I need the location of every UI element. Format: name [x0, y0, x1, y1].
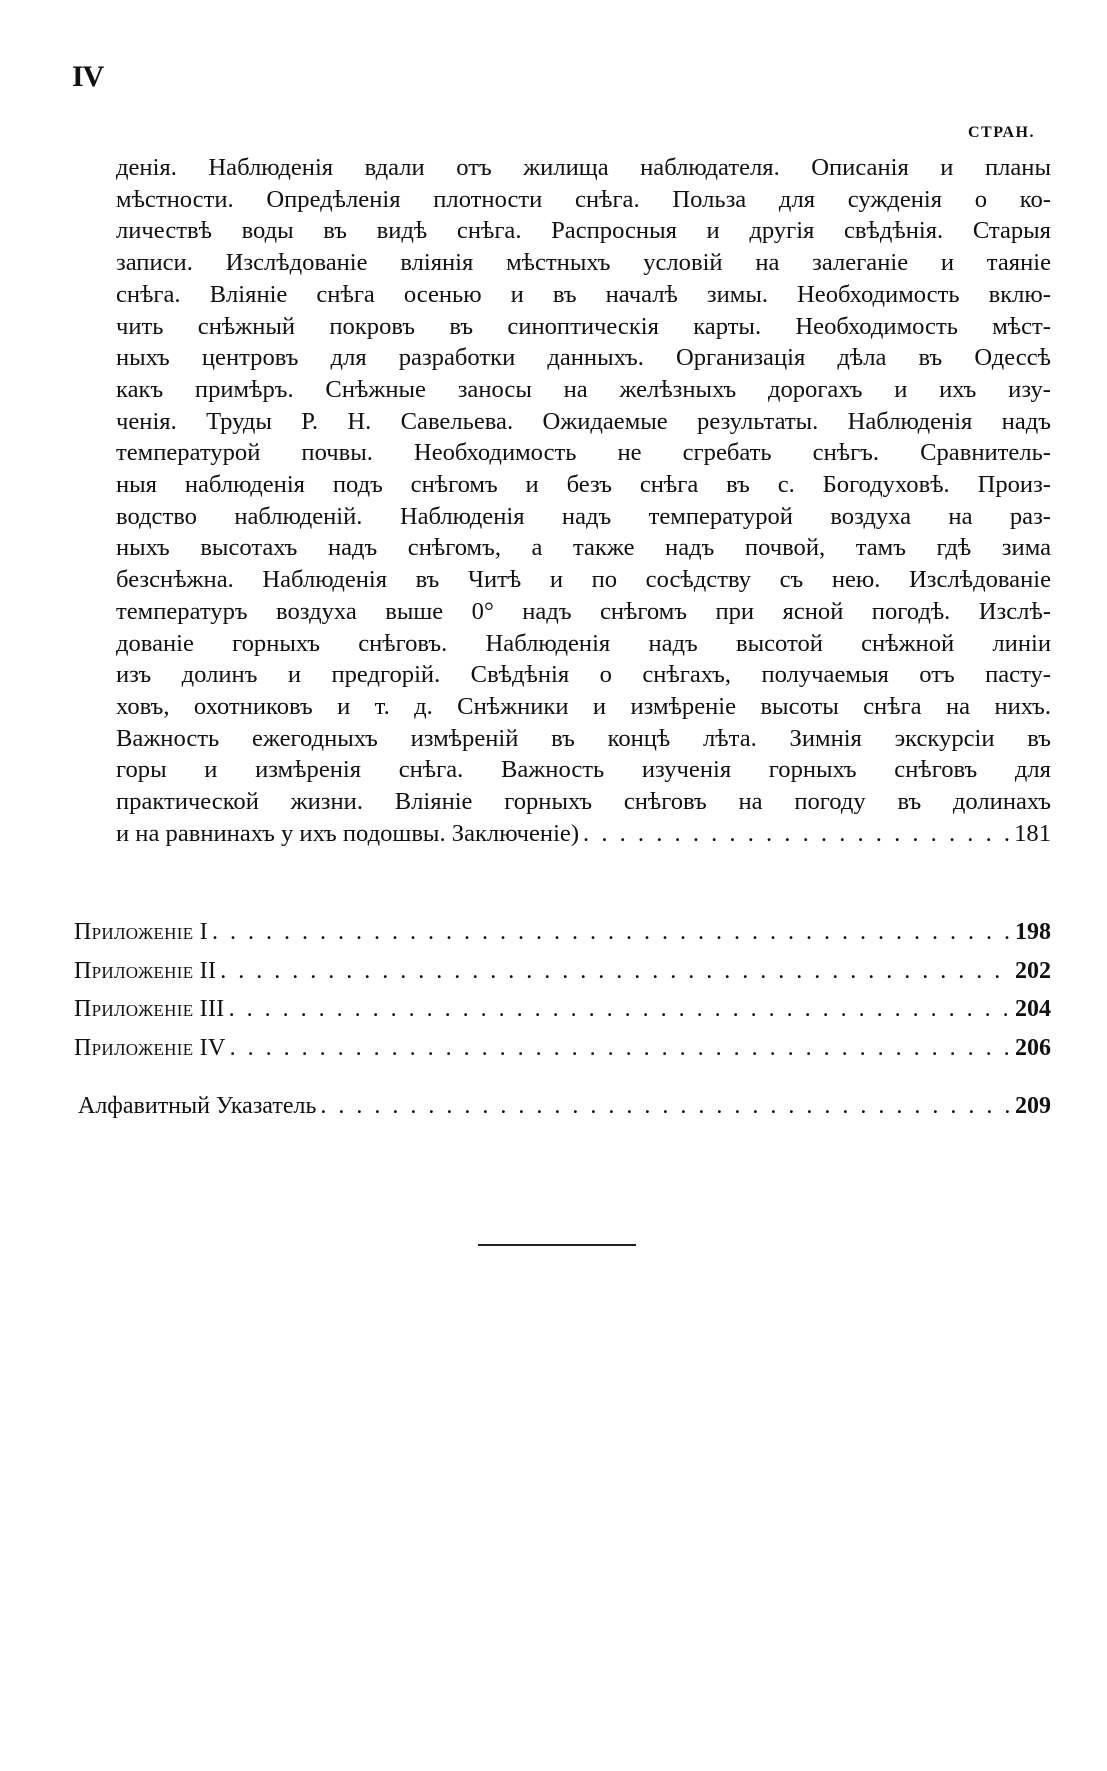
dot-leader [229, 996, 1011, 1023]
toc-entry-line: мѣстности. Опредѣленія плотности снѣга. Польза для сужденія о ко- [116, 185, 1051, 213]
index-label: Алфавитный Указатель [78, 1093, 317, 1119]
dot-leader [583, 818, 1010, 850]
closing-rule [478, 1244, 636, 1246]
toc-entry-line: и на равнинахъ у ихъ подошвы. Заключеніе) [116, 819, 580, 847]
toc-entry-line: какъ примѣръ. Снѣжные заносы на желѣзныхъ дорогахъ и ихъ изу- [116, 375, 1051, 403]
toc-entry-line: практической жизни. Вліяніе горныхъ снѣговъ на погоду въ долинахъ [116, 788, 1051, 816]
appendix-label: Приложеніе II [74, 957, 217, 984]
index-page: 209 [1015, 1093, 1051, 1119]
appendix-list [74, 919, 1051, 1073]
appendix-label: Приложеніе III [74, 996, 225, 1022]
toc-entry-line: изъ долинъ и предгорій. Свѣдѣнія о снѣгахъ, получаемыя отъ пасту- [116, 661, 1051, 689]
toc-entry-line: ныя наблюденія подъ снѣгомъ и безъ снѣга въ с. Богодуховѣ. Произ- [116, 471, 1051, 499]
toc-entry-line: денія. Наблюденія вдали отъ жилища наблюдателя. Описанія и планы [116, 154, 1051, 181]
toc-entry-line: безснѣжна. Наблюденія въ Читѣ и по сосѣдству съ нею. Изслѣдованіе [116, 566, 1051, 594]
toc-entry-line: чить снѣжный покровъ въ синоптическія карты. Необходимость мѣст- [116, 312, 1051, 340]
appendix-page: 204 [1015, 996, 1051, 1022]
appendix-row [74, 919, 1051, 958]
appendix-row [74, 1035, 1051, 1074]
toc-entry-body [116, 152, 1051, 849]
toc-entry-last-line [116, 818, 1051, 850]
dot-leader [212, 919, 1011, 946]
toc-entry-line: дованіе горныхъ снѣговъ. Наблюденія надъ высотой снѣжной линіи [116, 629, 1051, 657]
appendix-page: 206 [1015, 1034, 1051, 1061]
dot-leader [220, 958, 1011, 985]
toc-entry-line: ныхъ центровъ для разработки данныхъ. Организація дѣла въ Одессѣ [116, 344, 1051, 372]
toc-entry-line: Важность ежегодныхъ измѣреній въ концѣ лѣта. Зимнія экскурсіи въ [116, 724, 1051, 752]
appendix-row [74, 958, 1051, 997]
appendix-label: Приложеніе I [74, 919, 208, 945]
toc-entry-page: 181 [1014, 819, 1051, 847]
toc-entry-line: ныхъ высотахъ надъ снѣгомъ, а также надъ почвой, тамъ гдѣ зима [116, 534, 1051, 562]
appendix-page: 198 [1015, 919, 1051, 945]
appendix-row [74, 996, 1051, 1035]
page-column-header: СТРАН. [968, 124, 1035, 141]
toc-entry-line: ховъ, охотниковъ и т. д. Снѣжники и измѣреніе высоты снѣга на нихъ. [116, 692, 1051, 720]
index-row [78, 1093, 1051, 1120]
dot-leader [230, 1035, 1011, 1062]
toc-entry-line: температуръ воздуха выше 0° надъ снѣгомъ при ясной погодѣ. Изслѣ- [116, 597, 1051, 625]
toc-entry-line: записи. Изслѣдованіе вліянія мѣстныхъ условій на залеганіе и таяніе [116, 249, 1051, 277]
toc-entry-line: водство наблюденій. Наблюденія надъ температурой воздуха на раз- [116, 502, 1051, 530]
page-number: IV [72, 60, 104, 93]
dot-leader [320, 1093, 1011, 1120]
toc-entry-line: ченія. Труды Р. Н. Савельева. Ожидаемые результаты. Наблюденія надъ [116, 407, 1051, 435]
toc-entry-line: снѣга. Вліяніе снѣга осенью и въ началѣ зимы. Необходимость вклю- [116, 280, 1051, 308]
toc-entry-line: личествѣ воды въ видѣ снѣга. Распросныя и другія свѣдѣнія. Старыя [116, 217, 1051, 245]
appendix-page: 202 [1015, 957, 1051, 984]
toc-entry-line: горы и измѣренія снѣга. Важность изученія горныхъ снѣговъ для [116, 756, 1051, 784]
toc-entry-line: температурой почвы. Необходимость не сгребать снѣгъ. Сравнитель- [116, 439, 1051, 467]
appendix-label: Приложеніе IV [74, 1034, 226, 1061]
